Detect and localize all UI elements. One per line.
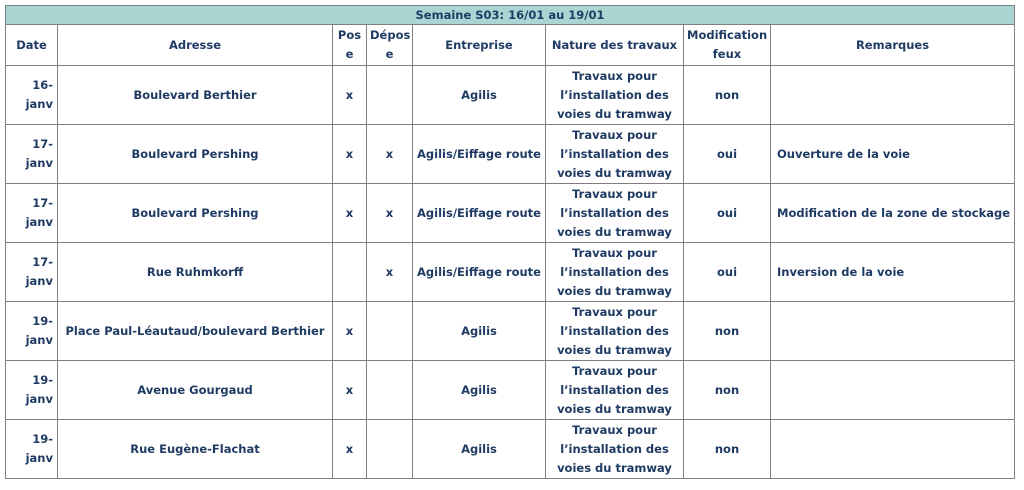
- cell-date: 16- janv: [6, 66, 58, 125]
- cell-nature: Travaux pour l’installation des voies du tramway: [546, 420, 684, 479]
- cell-depose: [367, 302, 413, 361]
- table-row: [6, 184, 1015, 243]
- cell-entreprise: Agilis: [413, 361, 546, 420]
- cell-modification: oui: [684, 184, 771, 243]
- cell-modification: non: [684, 420, 771, 479]
- works-schedule-sheet: [5, 5, 1014, 479]
- cell-modification: non: [684, 66, 771, 125]
- cell-remarques: Modification de la zone de stockage: [771, 184, 1015, 243]
- cell-pose: x: [333, 420, 367, 479]
- cell-entreprise: Agilis/Eiffage route: [413, 243, 546, 302]
- header-nature: Nature des travaux: [546, 25, 684, 66]
- header-adresse: Adresse: [58, 25, 333, 66]
- cell-adresse: Rue Eugène-Flachat: [58, 420, 333, 479]
- header-entreprise: Entreprise: [413, 25, 546, 66]
- cell-modification: oui: [684, 243, 771, 302]
- cell-pose: x: [333, 184, 367, 243]
- cell-entreprise: Agilis: [413, 66, 546, 125]
- cell-date: 17- janv: [6, 243, 58, 302]
- table-row: [6, 361, 1015, 420]
- cell-modification: non: [684, 361, 771, 420]
- table-row: [6, 243, 1015, 302]
- cell-entreprise: Agilis: [413, 302, 546, 361]
- cell-nature: Travaux pour l’installation des voies du tramway: [546, 361, 684, 420]
- cell-nature: Travaux pour l’installation des voies du tramway: [546, 125, 684, 184]
- cell-pose: x: [333, 302, 367, 361]
- works-schedule-table: [5, 5, 1015, 479]
- cell-adresse: Boulevard Berthier: [58, 66, 333, 125]
- cell-pose: x: [333, 361, 367, 420]
- cell-remarques: Ouverture de la voie: [771, 125, 1015, 184]
- cell-depose: x: [367, 184, 413, 243]
- cell-nature: Travaux pour l’installation des voies du tramway: [546, 302, 684, 361]
- cell-depose: [367, 361, 413, 420]
- table-title-row: [6, 6, 1015, 25]
- table-row: [6, 66, 1015, 125]
- cell-date: 19- janv: [6, 420, 58, 479]
- cell-pose: x: [333, 66, 367, 125]
- table-header-row: [6, 25, 1015, 66]
- cell-depose: [367, 420, 413, 479]
- cell-remarques: [771, 420, 1015, 479]
- table-row: [6, 302, 1015, 361]
- cell-date: 17- janv: [6, 184, 58, 243]
- cell-adresse: Place Paul-Léautaud/boulevard Berthier: [58, 302, 333, 361]
- cell-date: 17- janv: [6, 125, 58, 184]
- cell-entreprise: Agilis/Eiffage route: [413, 184, 546, 243]
- cell-date: 19- janv: [6, 302, 58, 361]
- table-title: Semaine S03: 16/01 au 19/01: [6, 6, 1015, 25]
- cell-remarques: Inversion de la voie: [771, 243, 1015, 302]
- cell-entreprise: Agilis/Eiffage route: [413, 125, 546, 184]
- cell-adresse: Boulevard Pershing: [58, 184, 333, 243]
- cell-depose: x: [367, 125, 413, 184]
- cell-depose: x: [367, 243, 413, 302]
- header-depose: Dépos e: [367, 25, 413, 66]
- cell-adresse: Avenue Gourgaud: [58, 361, 333, 420]
- cell-modification: non: [684, 302, 771, 361]
- header-pose: Pos e: [333, 25, 367, 66]
- cell-nature: Travaux pour l’installation des voies du tramway: [546, 184, 684, 243]
- cell-nature: Travaux pour l’installation des voies du tramway: [546, 66, 684, 125]
- table-row: [6, 125, 1015, 184]
- table-row: [6, 420, 1015, 479]
- cell-remarques: [771, 361, 1015, 420]
- cell-remarques: [771, 302, 1015, 361]
- cell-adresse: Boulevard Pershing: [58, 125, 333, 184]
- cell-date: 19- janv: [6, 361, 58, 420]
- header-date: Date: [6, 25, 58, 66]
- cell-adresse: Rue Ruhmkorff: [58, 243, 333, 302]
- cell-nature: Travaux pour l’installation des voies du tramway: [546, 243, 684, 302]
- cell-entreprise: Agilis: [413, 420, 546, 479]
- cell-pose: [333, 243, 367, 302]
- cell-pose: x: [333, 125, 367, 184]
- cell-remarques: [771, 66, 1015, 125]
- cell-modification: oui: [684, 125, 771, 184]
- cell-depose: [367, 66, 413, 125]
- header-remarques: Remarques: [771, 25, 1015, 66]
- header-modification: Modification feux: [684, 25, 771, 66]
